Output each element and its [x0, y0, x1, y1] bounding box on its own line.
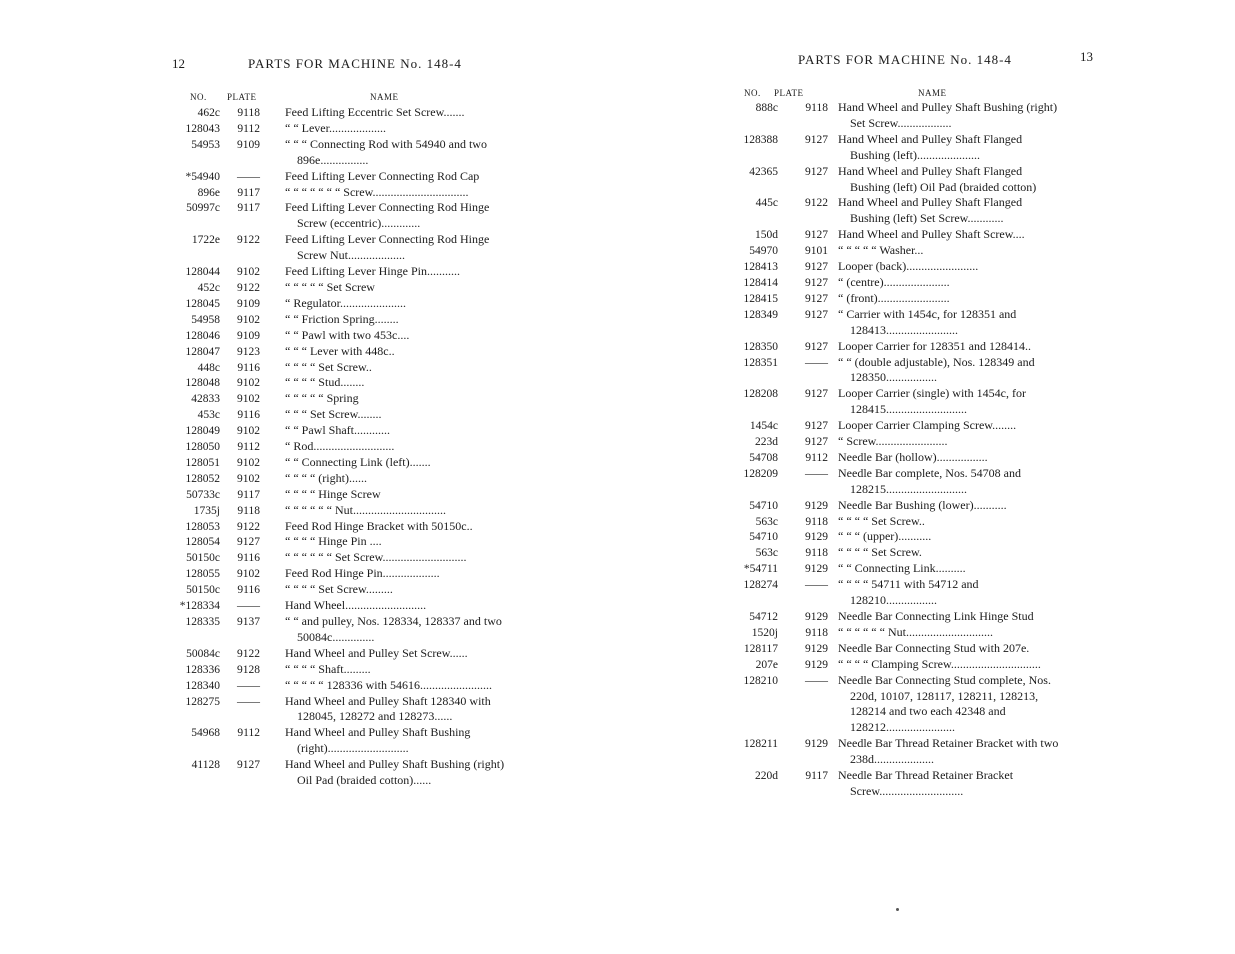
part-name: Needle Bar Thread Retainer Bracket with two 238d.................... [838, 736, 1059, 767]
part-entry [718, 275, 1063, 291]
part-entry [718, 164, 1063, 196]
part-entry [718, 529, 1063, 545]
part-number: 128208 [743, 388, 778, 401]
plate-number: —— [805, 356, 828, 369]
parts-list [718, 100, 1063, 800]
part-name: Hand Wheel and Pulley Shaft Bushing (right)........................... [285, 725, 471, 756]
part-name: “ “ (double adjustable), Nos. 128349 and 128350................. [838, 354, 1035, 385]
part-name: “ “ “ “ Clamping Screw.............................. [838, 656, 1041, 671]
plate-number: 9101 [805, 245, 828, 258]
plate-number: 9129 [805, 563, 828, 576]
plate-number: 9127 [237, 759, 260, 772]
part-entry [160, 678, 510, 694]
part-number: 41128 [191, 759, 220, 772]
part-entry [160, 757, 510, 789]
part-number: 1520j [751, 626, 778, 639]
part-entry [160, 312, 510, 328]
part-name: Feed Lifting Lever Hinge Pin........... [285, 264, 460, 279]
part-number: 462c [197, 107, 220, 119]
part-entry [160, 121, 510, 137]
part-number: 128051 [185, 456, 220, 469]
plate-number: 9122 [237, 647, 260, 660]
part-number: 54953 [191, 138, 220, 151]
plate-number: 9102 [237, 472, 260, 485]
plate-number: 9123 [237, 345, 260, 358]
part-entry [160, 471, 510, 487]
part-name: “ “ “ Set Screw........ [285, 407, 382, 422]
part-entry [160, 375, 510, 391]
part-number: 128117 [743, 642, 778, 655]
part-name: “ “ Pawl with two 453c.... [285, 327, 410, 342]
part-entry [160, 550, 510, 566]
page-title: PARTS FOR MACHINE No. 148-4 [248, 56, 462, 71]
part-entry [718, 768, 1063, 800]
part-name: “ “ “ “ “ “ Nut............................. [838, 624, 993, 639]
part-number: 1722e [191, 234, 220, 247]
plate-number: 9122 [237, 234, 260, 247]
plate-number: 9112 [805, 451, 828, 464]
part-entry [160, 455, 510, 471]
part-number: 128413 [743, 261, 778, 274]
part-name: Feed Rod Hinge Bracket with 50150c.. [285, 518, 473, 533]
part-name: Hand Wheel and Pulley Set Screw...... [285, 645, 468, 660]
part-number: 50084c [186, 647, 220, 660]
part-name: Looper Carrier (single) with 1454c, for 128415........................... [838, 386, 1026, 417]
part-number: 128052 [185, 472, 220, 485]
plate-number: 9116 [237, 361, 260, 374]
part-entry [718, 673, 1063, 737]
plate-number: 9127 [805, 229, 828, 242]
part-name: Feed Lifting Lever Connecting Rod Hinge Screw (eccentric)............. [285, 200, 490, 231]
part-entry [160, 725, 510, 757]
part-entry [718, 195, 1063, 227]
part-name: Hand Wheel and Pulley Shaft 128340 with 128045, 128272 and 128273...... [285, 693, 491, 724]
part-number: 888c [755, 102, 778, 114]
part-number: 128044 [185, 266, 220, 279]
plate-number: 9127 [805, 420, 828, 433]
plate-number: 9102 [237, 266, 260, 279]
part-name: “ Rod........................... [285, 439, 395, 454]
part-name: Hand Wheel and Pulley Shaft Screw.... [838, 227, 1025, 242]
part-entry [718, 259, 1063, 275]
part-number: *54711 [743, 563, 778, 576]
part-entry [160, 503, 510, 519]
part-entry [160, 439, 510, 455]
part-name: “ “ “ “ “ “ Nut............................... [285, 502, 446, 517]
page-title: PARTS FOR MACHINE No. 148-4 [798, 52, 1012, 67]
part-entry [718, 307, 1063, 339]
part-number: 128050 [185, 441, 220, 454]
part-number: *128334 [179, 600, 220, 613]
part-name: Hand Wheel and Pulley Shaft Flanged Bushing (left) Set Screw............ [838, 195, 1023, 226]
part-number: 42833 [191, 393, 220, 406]
plate-number: 9129 [805, 658, 828, 671]
part-name: “ “ “ “ (right)...... [285, 470, 367, 485]
part-number: 448c [197, 361, 220, 374]
part-name: “ “ and pulley, Nos. 128334, 128337 and two 50084c.............. [285, 614, 502, 644]
part-entry [160, 105, 510, 121]
plate-number: 9118 [237, 504, 260, 517]
part-name: Looper (back)........................ [838, 259, 979, 274]
part-name: “ “ “ “ “ Set Screw [285, 279, 375, 294]
part-entry [160, 328, 510, 344]
part-entry [718, 339, 1063, 355]
part-name: Needle Bar Thread Retainer Bracket Screw............................ [838, 768, 1014, 798]
plate-number: —— [237, 170, 260, 183]
part-name: Needle Bar Bushing (lower)........... [838, 497, 1007, 512]
part-entry [718, 657, 1063, 673]
part-number: 128045 [185, 297, 220, 310]
part-entry [160, 137, 510, 169]
part-entry [718, 418, 1063, 434]
part-number: 128415 [743, 292, 778, 305]
part-entry [160, 391, 510, 407]
plate-number: 9102 [237, 456, 260, 469]
plate-number: 9112 [237, 727, 260, 740]
part-name: “ “ Friction Spring........ [285, 311, 399, 326]
part-name: “ “ Connecting Link.......... [838, 561, 966, 576]
part-name: Needle Bar Connecting Stud with 207e. [838, 640, 1030, 655]
part-name: “ “ “ “ Set Screw.. [838, 513, 925, 528]
part-name: Looper Carrier Clamping Screw........ [838, 418, 1017, 433]
part-entry [160, 598, 510, 614]
part-entry [718, 545, 1063, 561]
no-header: NO. [190, 92, 207, 102]
part-number: 54710 [749, 499, 778, 512]
plate-number: 9102 [237, 377, 260, 390]
plate-number: 9129 [805, 499, 828, 512]
part-number: 452c [197, 281, 220, 294]
part-number: 128350 [743, 340, 778, 353]
part-number: 128210 [743, 674, 778, 687]
part-name: “ “ Pawl Shaft............ [285, 423, 390, 438]
plate-number: —— [237, 679, 260, 692]
part-name: “ “ “ (upper)........... [838, 529, 932, 544]
part-entry [718, 450, 1063, 466]
part-number: 54958 [191, 313, 220, 326]
part-number: 563c [755, 515, 778, 528]
plate-number: 9109 [237, 329, 260, 342]
part-name: “ “ “ “ Set Screw.. [285, 359, 372, 374]
part-name: Hand Wheel........................... [285, 598, 427, 613]
part-number: 1735j [193, 504, 220, 517]
part-entry [718, 514, 1063, 530]
part-number: 207e [755, 658, 778, 671]
part-entry [718, 291, 1063, 307]
plate-number: 9127 [805, 388, 828, 401]
part-number: 128351 [743, 356, 778, 369]
part-entry [160, 662, 510, 678]
part-name: “ “ “ “ “ 128336 with 54616........................ [285, 677, 492, 692]
part-number: 50150c [186, 552, 220, 565]
part-number: 128336 [185, 663, 220, 676]
part-name: “ “ Connecting Link (left)....... [285, 454, 431, 469]
plate-number: 9122 [805, 197, 828, 210]
part-entry [718, 561, 1063, 577]
part-entry [160, 566, 510, 582]
part-number: 128049 [185, 425, 220, 438]
part-entry [160, 407, 510, 423]
part-name: “ “ “ “ Stud........ [285, 375, 365, 390]
plate-number: 9116 [237, 552, 260, 565]
plate-number: 9117 [237, 202, 260, 215]
part-entry [160, 519, 510, 535]
part-name: “ (front)........................ [838, 290, 950, 305]
plate-number: 9117 [237, 186, 260, 199]
part-entry [160, 169, 510, 185]
part-number: 54708 [749, 451, 778, 464]
plate-number: 9102 [237, 568, 260, 581]
part-number: 128275 [185, 695, 220, 708]
plate-number: 9118 [805, 102, 828, 114]
plate-number: 9127 [805, 292, 828, 305]
part-entry [160, 232, 510, 264]
part-number: 50733c [186, 488, 220, 501]
part-number: 128388 [743, 133, 778, 146]
part-entry [160, 360, 510, 376]
part-number: 128043 [185, 122, 220, 135]
plate-number: 9102 [237, 313, 260, 326]
part-number: 128274 [743, 579, 778, 592]
part-number: *54940 [185, 170, 220, 183]
plate-number: —— [237, 600, 260, 613]
part-name: Needle Bar complete, Nos. 54708 and 128215........................... [838, 465, 1021, 496]
part-name: “ (centre)...................... [838, 274, 950, 289]
part-entry [718, 227, 1063, 243]
part-number: 223d [755, 436, 778, 449]
part-number: 445c [755, 197, 778, 210]
page-number: 13 [1080, 49, 1093, 64]
part-entry [160, 280, 510, 296]
part-number: 220d [755, 770, 778, 783]
plate-number: 9127 [805, 165, 828, 178]
plate-header: PLATE [774, 88, 804, 98]
plate-number: 9117 [805, 770, 828, 783]
part-number: 54712 [749, 611, 778, 623]
part-number: 150d [755, 229, 778, 242]
part-entry [718, 243, 1063, 259]
part-name: Needle Bar Connecting Stud complete, Nos. 220d, 10107, 128117, 128211, 128213, 128214 and two each 42348 and 128212....................... [838, 672, 1051, 735]
part-name: Feed Lifting Lever Connecting Rod Hinge Screw Nut................... [285, 232, 490, 263]
part-number: 453c [197, 409, 220, 422]
plate-number: 9109 [237, 138, 260, 151]
plate-number: 9122 [237, 281, 260, 294]
part-name: “ Screw........................ [838, 434, 948, 449]
part-name: Feed Rod Hinge Pin................... [285, 566, 440, 581]
part-name: Hand Wheel and Pulley Shaft Flanged Bushing (left) Oil Pad (braided cotton) [838, 163, 1037, 194]
plate-number: 9127 [805, 276, 828, 289]
part-entry [160, 200, 510, 232]
part-number: 128054 [185, 536, 220, 549]
plate-number: 9127 [237, 536, 260, 549]
plate-number: 9129 [805, 738, 828, 751]
part-name: Needle Bar (hollow)................. [838, 449, 988, 464]
part-name: “ Regulator...................... [285, 295, 406, 310]
part-entry [160, 185, 510, 201]
part-number: 128048 [185, 377, 220, 390]
part-entry [160, 614, 510, 646]
part-name: “ “ “ “ “ Spring [285, 391, 359, 406]
plate-number: 9129 [805, 611, 828, 623]
part-number: 54970 [749, 245, 778, 258]
part-entry [718, 434, 1063, 450]
part-entry [718, 625, 1063, 641]
part-entry [160, 646, 510, 662]
plate-number: 9116 [237, 584, 260, 597]
part-name: “ “ “ “ “ Washer... [838, 243, 924, 258]
part-entry [718, 386, 1063, 418]
part-number: 128340 [185, 679, 220, 692]
part-number: 1454c [749, 420, 778, 433]
part-number: 128335 [185, 616, 220, 628]
plate-number: 9117 [237, 488, 260, 501]
part-entry [718, 132, 1063, 164]
plate-number: 9118 [805, 547, 828, 560]
part-entry [718, 736, 1063, 768]
part-name: “ “ “ Lever with 448c.. [285, 343, 395, 358]
part-number: 128414 [743, 276, 778, 289]
right-page [618, 0, 1235, 954]
part-number: 128209 [743, 467, 778, 480]
part-name: Hand Wheel and Pulley Shaft Flanged Bushing (left)..................... [838, 131, 1023, 162]
part-entry [160, 296, 510, 312]
plate-number: —— [805, 579, 828, 592]
part-number: 128055 [185, 568, 220, 581]
part-entry [718, 466, 1063, 498]
part-entry [160, 264, 510, 280]
plate-number: 9137 [237, 616, 260, 628]
plate-number: —— [805, 467, 828, 480]
part-name: Hand Wheel and Pulley Shaft Bushing (right) Set Screw.................. [838, 100, 1058, 130]
name-header: NAME [918, 88, 947, 98]
plate-number: 9118 [237, 107, 260, 119]
part-name: “ Carrier with 1454c, for 128351 and 128413........................ [838, 306, 1017, 337]
part-number: 128211 [743, 738, 778, 751]
plate-number: —— [805, 674, 828, 687]
part-name: Needle Bar Connecting Link Hinge Stud [838, 609, 1034, 623]
part-name: “ “ “ “ Hinge Screw [285, 486, 381, 501]
plate-header: PLATE [227, 92, 257, 102]
part-number: 54968 [191, 727, 220, 740]
part-number: 42365 [749, 165, 778, 178]
plate-number: 9128 [237, 663, 260, 676]
plate-number: 9127 [805, 133, 828, 146]
part-number: 128349 [743, 308, 778, 321]
page-number: 12 [172, 56, 185, 71]
part-name: “ “ “ “ Shaft......... [285, 661, 371, 676]
part-name: Feed Lifting Lever Connecting Rod Cap [285, 168, 480, 183]
part-name: “ “ “ “ Set Screw. [838, 545, 922, 560]
part-name: “ “ “ “ 54711 with 54712 and 128210................. [838, 577, 979, 608]
part-number: 896e [197, 186, 220, 199]
part-number: 50150c [186, 584, 220, 597]
plate-number: 9118 [805, 515, 828, 528]
name-header: NAME [370, 92, 399, 102]
plate-number: 9129 [805, 531, 828, 544]
part-entry [718, 577, 1063, 609]
scan-speck [896, 908, 899, 911]
part-number: 563c [755, 547, 778, 560]
parts-list [160, 105, 510, 789]
part-entry [160, 423, 510, 439]
plate-number: 9109 [237, 297, 260, 310]
part-name: “ “ “ “ “ “ “ Screw................................ [285, 184, 469, 199]
plate-number: 9116 [237, 409, 260, 422]
plate-number: 9122 [237, 520, 260, 533]
part-number: 50997c [186, 202, 220, 215]
part-entry [160, 487, 510, 503]
plate-number: 9118 [805, 626, 828, 639]
part-name: “ “ Lever................... [285, 120, 386, 135]
no-header: NO. [744, 88, 761, 98]
part-entry [718, 355, 1063, 387]
plate-number: —— [237, 695, 260, 708]
part-name: “ “ “ “ “ “ Set Screw............................ [285, 550, 467, 565]
part-name: Feed Lifting Eccentric Set Screw....... [285, 105, 465, 119]
plate-number: 9112 [237, 122, 260, 135]
plate-number: 9127 [805, 340, 828, 353]
plate-number: 9129 [805, 642, 828, 655]
part-entry [718, 641, 1063, 657]
part-number: 128046 [185, 329, 220, 342]
plate-number: 9127 [805, 308, 828, 321]
plate-number: 9102 [237, 425, 260, 438]
part-name: Hand Wheel and Pulley Shaft Bushing (right) Oil Pad (braided cotton)...... [285, 757, 505, 788]
part-entry [718, 609, 1063, 625]
part-number: 128053 [185, 520, 220, 533]
part-number: 128047 [185, 345, 220, 358]
part-name: “ “ “ “ Hinge Pin .... [285, 534, 382, 549]
part-entry [160, 582, 510, 598]
plate-number: 9102 [237, 393, 260, 406]
part-entry [718, 498, 1063, 514]
part-number: 54710 [749, 531, 778, 544]
part-entry [160, 534, 510, 550]
part-entry [160, 344, 510, 360]
part-entry [160, 694, 510, 726]
part-entry [718, 100, 1063, 132]
plate-number: 9127 [805, 261, 828, 274]
part-name: Looper Carrier for 128351 and 128414.. [838, 338, 1031, 353]
plate-number: 9127 [805, 436, 828, 449]
part-name: “ “ “ Connecting Rod with 54940 and two 896e................ [285, 136, 487, 167]
plate-number: 9112 [237, 441, 260, 454]
part-name: “ “ “ “ Set Screw......... [285, 582, 393, 597]
